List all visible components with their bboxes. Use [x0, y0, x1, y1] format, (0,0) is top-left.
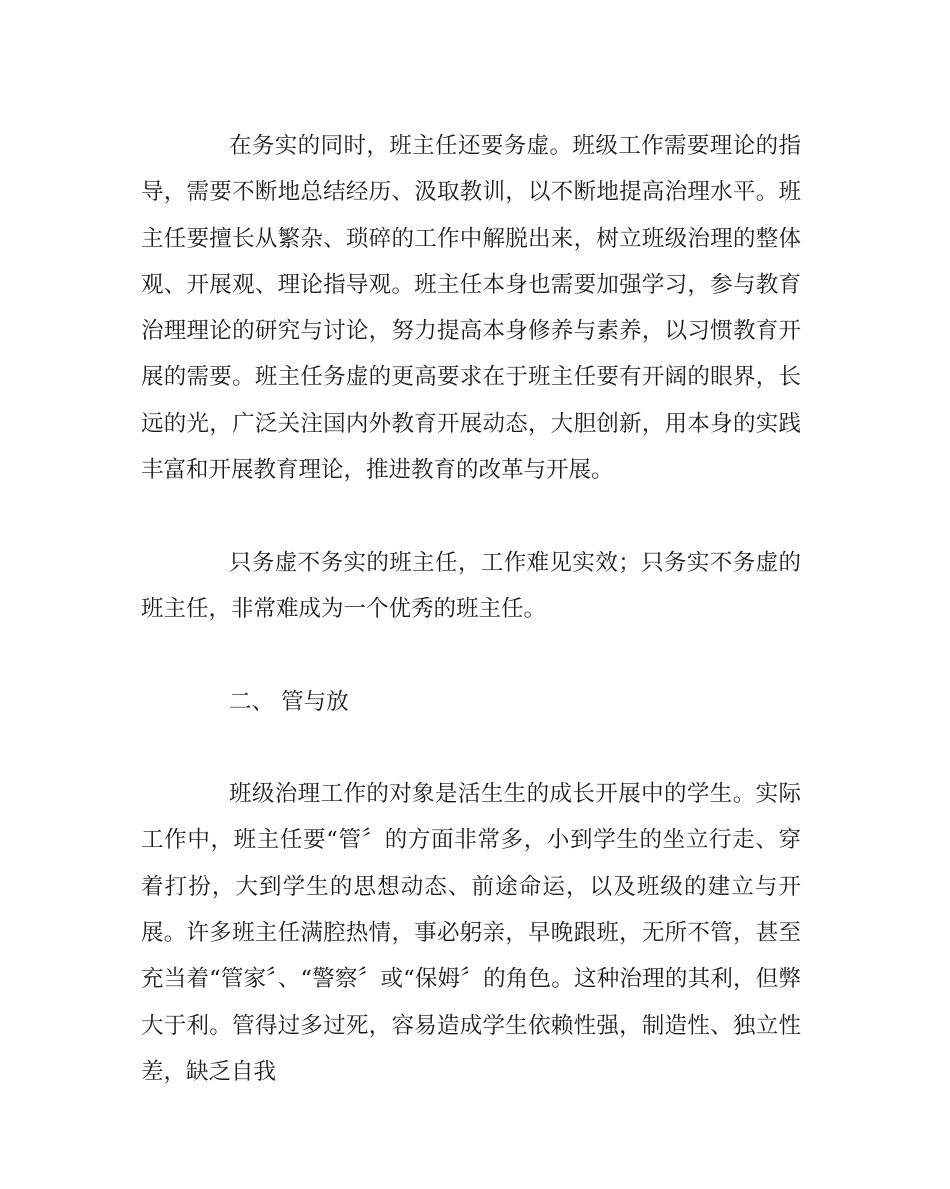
document-body [141, 123, 801, 1095]
paragraph-class-management: 班级治理工作的对象是活生生的成长开展中的学生。实际工作中，班主任要“管〞的方面非常多，小到学生的坐立行走、穿着打扮，大到学生的思想动态、前途命运，以及班级的建立与开展。许多班主任满腔热情，事必躬亲，早晚跟班，无所不管，甚至充当着“管家〞、“警察〞或“保姆〞的角色。这种治理的其利，但弊大于利。管得过多过死，容易造成学生依赖性强，制造性、独立性差，缺乏自我 [141, 781, 801, 1085]
paragraph-wushi-wuxu: 在务实的同时，班主任还要务虚。班级工作需要理论的指导，需要不断地总结经历、汲取教训，以不断地提高治理水平。班主任要擅长从繁杂、琐碎的工作中解脱出来，树立班级治理的整体观、开展观、理论指导观。班主任本身也需要加强学习，参与教育治理理论的研究与讨论，努力提高本身修养与素养，以习惯教育开展的需要。班主任务虚的更高要求在于班主任要有开阔的眼界，长远的光，广泛关注国内外教育开展动态，大胆创新，用本身的实践丰富和开展教育理论，推进教育的改革与开展。 [141, 133, 801, 484]
paragraph-spacer [141, 493, 801, 539]
section-heading-guan-yu-fang: 二、 管与放 [229, 688, 349, 715]
paragraph-spacer [141, 632, 801, 678]
paragraph-spacer [141, 725, 801, 771]
paragraph-summary: 只务虚不务实的班主任，工作难见实效；只务实不务虚的班主任，非常难成为一个优秀的班主任。 [141, 549, 801, 622]
